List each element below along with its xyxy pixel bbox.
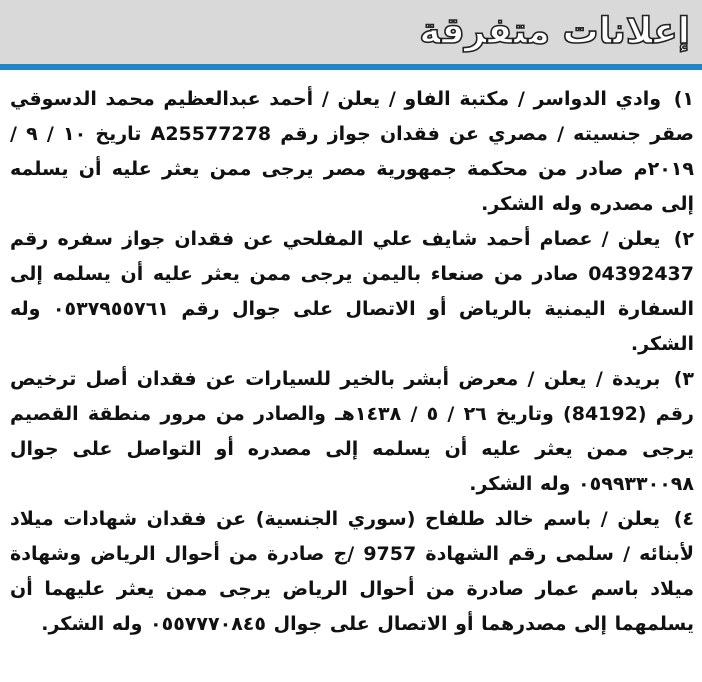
ad-number: ١) bbox=[673, 88, 694, 110]
ad-item bbox=[10, 502, 694, 642]
ads-list bbox=[10, 82, 694, 642]
ad-number: ٣) bbox=[673, 368, 694, 390]
header-divider bbox=[0, 64, 702, 70]
ad-item bbox=[10, 82, 694, 222]
ad-text: يعلن / باسم خالد طلفاح (سوري الجنسية) عن فقدان شهادات ميلاد لأبنائه / سلمى رقم الشهادة 9757 /ج صادرة من أحوال الرياض وشهادة ميلاد باسم عمار صادرة من أحوال الرياض يرجى ممن يعثر عليهما أن يسلمهما إلى مصدرهما أو الاتصال على جوال ٠٥٥٧٧٧٠٨٤٥ وله الشكر. bbox=[10, 508, 694, 635]
ad-number: ٤) bbox=[673, 508, 694, 530]
ad-item bbox=[10, 222, 694, 362]
ad-number: ٢) bbox=[673, 228, 694, 250]
ad-text: بريدة / يعلن / معرض أبشر بالخير للسيارات عن فقدان أصل ترخيص رقم (84192) وتاريخ ٢٦ / ٥ / ١٤٣٨هـ والصادر من مرور منطقة القصيم يرجى ممن يعثر عليه أن يسلمه إلى مصدره أو التواصل على جوال ٠٥٩٩٣٣٠٠٩٨ وله الشكر. bbox=[10, 368, 694, 495]
ad-text: وادي الدواسر / مكتبة الفاو / يعلن / أحمد عبدالعظيم محمد الدسوقي صقر جنسيته / مصري عن فقدان جواز رقم A25577278 تاريخ ١٠ / ٩ / ٢٠١٩م صادر من محكمة جمهورية مصر يرجى ممن يعثر عليه أن يسلمه إلى مصدره وله الشكر. bbox=[10, 88, 695, 215]
ad-item bbox=[10, 362, 694, 502]
section-title: إعلانات متفرقة bbox=[419, 11, 690, 52]
ad-text: يعلن / عصام أحمد شايف علي المفلحي عن فقدان جواز سفره رقم 04392437 صادر من صنعاء باليمن يرجى ممن يعثر عليه أن يسلمه إلى السفارة اليمنية بالرياض أو الاتصال على جوال رقم ٠٥٣٧٩٥٥٧٦١ وله الشكر. bbox=[10, 228, 694, 355]
section-header bbox=[0, 0, 702, 64]
